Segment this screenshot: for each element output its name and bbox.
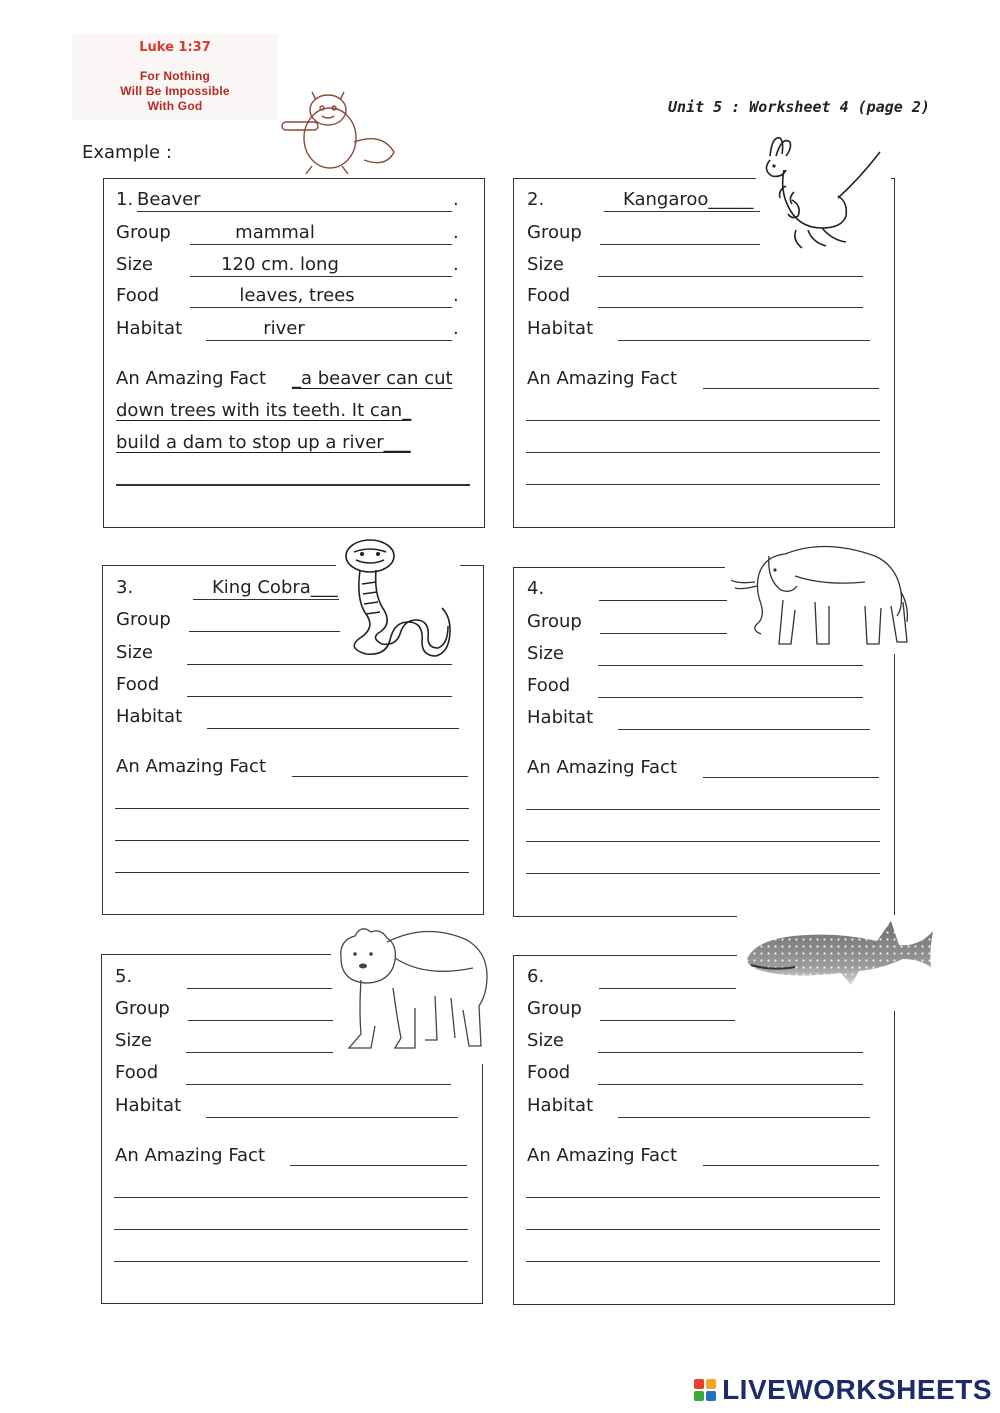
card-5-number: 5. <box>115 966 133 987</box>
card-4-fact-line <box>526 873 880 874</box>
card-4-habitat-label: Habitat <box>527 707 594 728</box>
liveworksheets-logo[interactable] <box>694 1373 992 1407</box>
card-3-habitat-label: Habitat <box>116 706 183 727</box>
worksheet-title: Unit 5 : Worksheet 4 (page 2) <box>668 98 930 116</box>
card-4-group-label: Group <box>527 611 582 632</box>
example-label: Example : <box>82 142 172 163</box>
card-6-number: 6. <box>527 966 545 987</box>
card-4-fact-line <box>526 841 880 842</box>
card-2-group-line <box>600 244 760 245</box>
card-3-number: 3. <box>116 577 134 598</box>
card-5-fact-line <box>114 1197 468 1198</box>
card-1-food-answer: leaves, trees <box>239 285 355 306</box>
card-6-animal-line <box>599 988 736 989</box>
elephant-illustration <box>725 536 915 654</box>
card-4-fact-label: An Amazing Fact <box>527 757 678 778</box>
card-3-size-label: Size <box>116 642 153 663</box>
card-1-period: . <box>453 222 459 243</box>
card-6-fact-line <box>703 1165 879 1166</box>
verse-reference: Luke 1:37 <box>139 40 211 55</box>
kangaroo-illustration <box>756 130 891 255</box>
verse-line-2: Will Be Impossible <box>120 84 230 98</box>
logo-square <box>694 1391 704 1401</box>
card-1-period: . <box>453 189 459 210</box>
card-1-fact-line-1: _a beaver can cut <box>292 368 453 389</box>
card-5-animal-line <box>187 988 332 989</box>
card-2-animal-line <box>604 211 760 212</box>
card-5-group-label: Group <box>115 998 170 1019</box>
card-1-fact-label: An Amazing Fact <box>116 368 267 389</box>
verse-badge <box>72 34 278 120</box>
card-3-group-label: Group <box>116 609 171 630</box>
whale-shark-illustration <box>737 915 952 1011</box>
card-4-animal-line <box>599 600 727 601</box>
card-6-fact-label: An Amazing Fact <box>527 1145 678 1166</box>
card-1-food-label: Food <box>116 285 160 306</box>
card-5-food-line <box>186 1084 451 1085</box>
card-4-size-line <box>598 665 863 666</box>
card-2-group-label: Group <box>527 222 582 243</box>
logo-square <box>706 1391 716 1401</box>
card-2-food-label: Food <box>527 285 571 306</box>
card-1-fact-line-2: down trees with its teeth. It can_ <box>116 400 412 421</box>
card-3-fact-line <box>115 872 469 873</box>
card-6-fact-line <box>526 1261 880 1262</box>
card-1-animal: Beaver <box>137 189 201 210</box>
card-2-animal: Kangaroo_____ <box>623 189 754 210</box>
card-4-food-line <box>598 697 863 698</box>
bear-illustration <box>331 918 491 1064</box>
card-1-size-answer: 120 cm. long <box>221 254 339 275</box>
card-1-habitat-label: Habitat <box>116 318 183 339</box>
card-4-fact-line <box>703 777 879 778</box>
card-6-size-label: Size <box>527 1030 564 1051</box>
card-6-habitat-label: Habitat <box>527 1095 594 1116</box>
card-1-group-answer: mammal <box>235 222 315 243</box>
card-4-group-line <box>600 633 727 634</box>
card-1-habitat-line <box>206 340 452 341</box>
card-3-food-label: Food <box>116 674 160 695</box>
card-2-food-line <box>598 307 863 308</box>
card-5-group-line <box>188 1020 333 1021</box>
card-1-size-line <box>190 276 452 277</box>
card-3-animal: King Cobra___ <box>212 577 338 598</box>
card-6-group-label: Group <box>527 998 582 1019</box>
card-1-group-label: Group <box>116 222 171 243</box>
card-2-number: 2. <box>527 189 545 210</box>
card-3-group-line <box>189 631 340 632</box>
card-4-food-label: Food <box>527 675 571 696</box>
card-5-food-label: Food <box>115 1062 159 1083</box>
card-6-habitat-line <box>618 1117 870 1118</box>
card-3-animal-line <box>193 599 339 600</box>
card-2-size-label: Size <box>527 254 564 275</box>
card-5-fact-line <box>290 1165 467 1166</box>
card-6-food-line <box>598 1084 863 1085</box>
card-5-size-line <box>186 1052 333 1053</box>
card-1-blank-line <box>116 484 470 486</box>
verse-line-3: With God <box>147 99 203 113</box>
card-1-habitat-answer: river <box>263 318 305 339</box>
cobra-illustration <box>336 534 460 658</box>
card-5-fact-label: An Amazing Fact <box>115 1145 266 1166</box>
card-3-fact-line <box>115 808 469 809</box>
card-6-size-line <box>598 1052 863 1053</box>
card-3-habitat-line <box>207 728 459 729</box>
card-1-number: 1. <box>116 189 134 210</box>
card-6-fact-line <box>526 1229 880 1230</box>
card-6-group-line <box>600 1020 735 1021</box>
card-1-food-line <box>190 307 452 308</box>
card-2-fact-label: An Amazing Fact <box>527 368 678 389</box>
card-2-fact-line <box>703 388 879 389</box>
logo-text: LIVEWORKSHEETS <box>722 1374 992 1405</box>
card-2-size-line <box>598 276 863 277</box>
card-2-habitat-line <box>618 340 870 341</box>
beaver-illustration <box>272 80 412 180</box>
card-4-fact-line <box>526 809 880 810</box>
card-2-fact-line <box>526 484 880 485</box>
card-6-fact-line <box>526 1197 880 1198</box>
card-1-animal-line <box>137 211 452 212</box>
card-1-size-label: Size <box>116 254 153 275</box>
logo-square <box>694 1379 704 1389</box>
verse-line-1: For Nothing <box>139 69 211 83</box>
card-4-number: 4. <box>527 578 545 599</box>
card-5-habitat-label: Habitat <box>115 1095 182 1116</box>
card-3-fact-line <box>292 776 468 777</box>
card-1-period: . <box>453 254 459 275</box>
card-2-fact-line <box>526 452 880 453</box>
card-5-fact-line <box>114 1229 468 1230</box>
card-5-fact-line <box>114 1261 468 1262</box>
card-3-size-line <box>187 664 452 665</box>
card-1-group-line <box>190 244 452 245</box>
card-5-size-label: Size <box>115 1030 152 1051</box>
card-3-fact-line <box>115 840 469 841</box>
card-2-habitat-label: Habitat <box>527 318 594 339</box>
card-3-food-line <box>187 696 452 697</box>
card-6-food-label: Food <box>527 1062 571 1083</box>
card-1-period: . <box>453 318 459 339</box>
card-4-size-label: Size <box>527 643 564 664</box>
card-2-fact-line <box>526 420 880 421</box>
card-5-habitat-line <box>206 1117 458 1118</box>
logo-square <box>706 1379 716 1389</box>
card-3-fact-label: An Amazing Fact <box>116 756 267 777</box>
logo-mark-icon <box>694 1379 716 1401</box>
card-1-fact-line-3: build a dam to stop up a river___ <box>116 432 411 453</box>
card-4-habitat-line <box>618 729 870 730</box>
card-1-period: . <box>453 285 459 306</box>
